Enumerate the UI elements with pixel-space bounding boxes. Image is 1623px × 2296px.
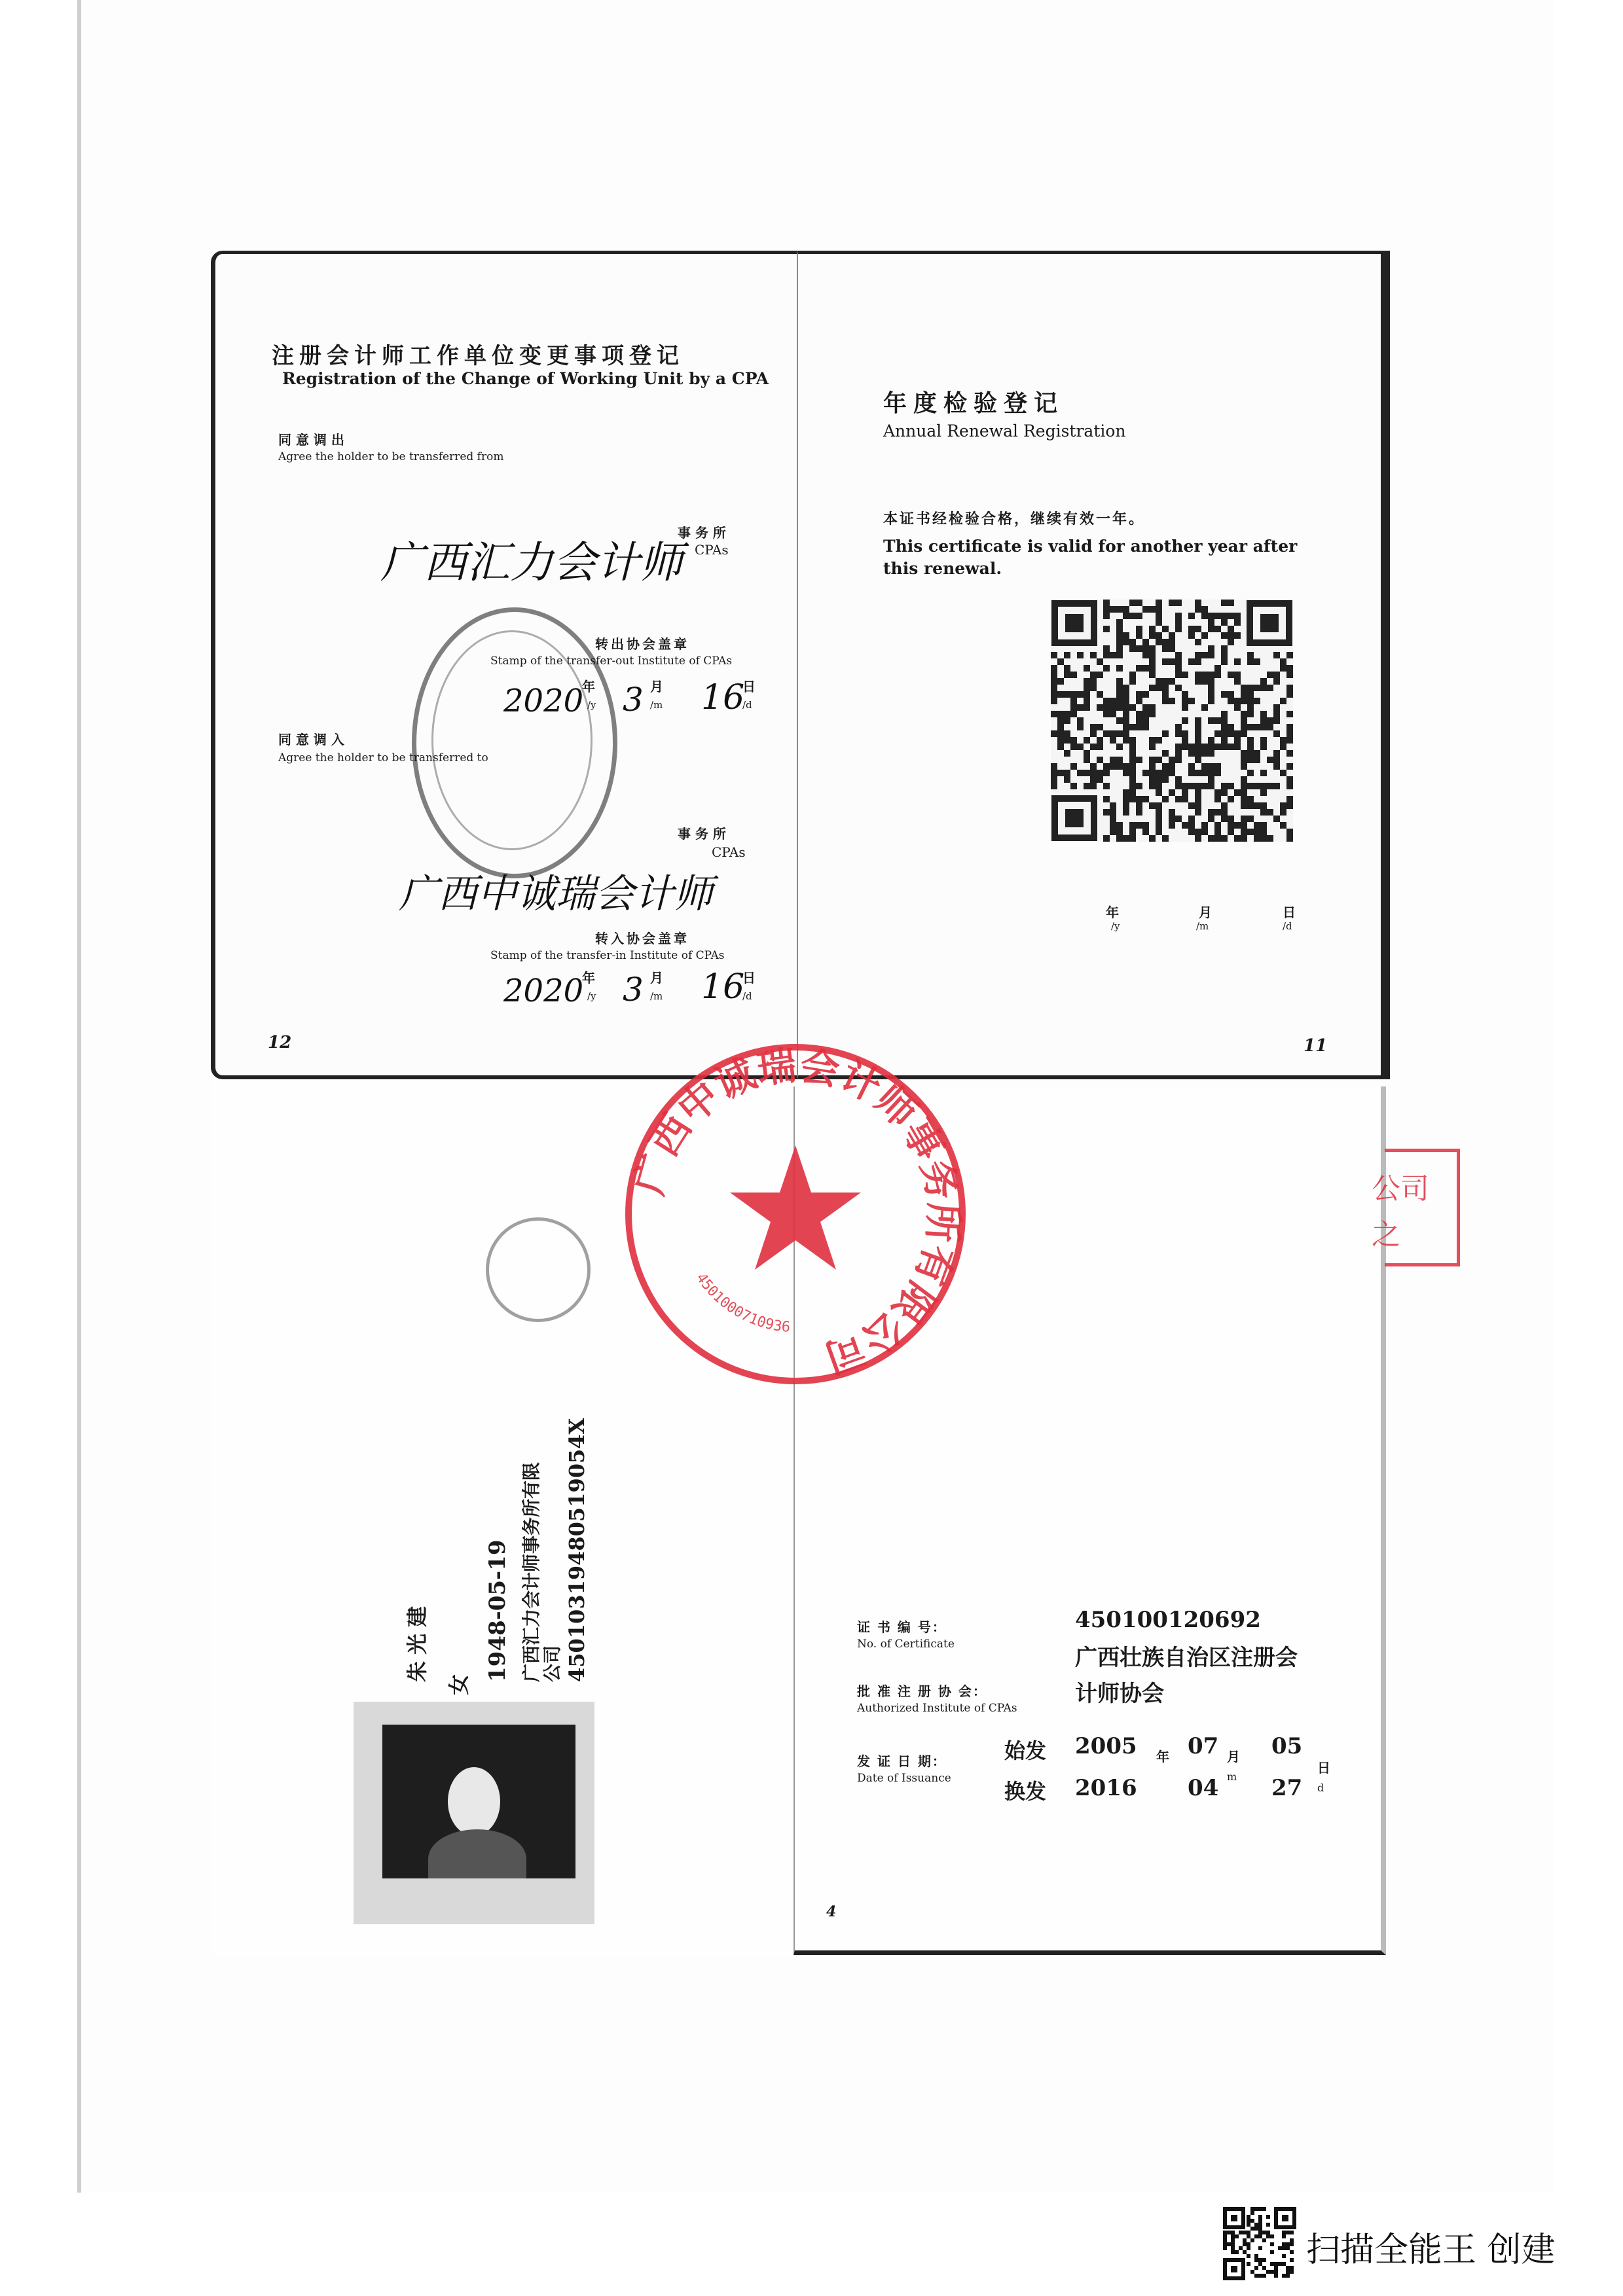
cert-number: 450100120692 [1075, 1607, 1261, 1633]
to-office-cn: 事 务 所 [678, 826, 726, 842]
out-d: /d [742, 699, 752, 711]
out-nian: 年 [582, 679, 595, 694]
institute-line1: 广西壮族自治区注册会 [1075, 1645, 1298, 1671]
photo-face [448, 1767, 500, 1836]
agree-out-label-cn: 同 意 调 出 [278, 432, 344, 448]
page-number: 12 [268, 1033, 292, 1052]
renewal-y: /y [1111, 920, 1120, 932]
inst-label-en: Authorized Institute of CPAs [857, 1702, 1017, 1715]
first-nian: 年 [1156, 1749, 1169, 1765]
in-nian: 年 [582, 970, 595, 986]
renewal-title-cn: 年度检验登记 [883, 390, 1065, 417]
page-number: 4 [826, 1903, 837, 1920]
to-firm-handwriting: 广西中诚瑞会计师 [399, 871, 713, 917]
renew-issue-year: 2016 [1075, 1775, 1137, 1801]
seal-ring-text: 广西中诚瑞会计师事务所有限公司 [626, 1043, 967, 1382]
scanner-app-label: 扫描全能王 创建 [1306, 2231, 1556, 2270]
in-yue: 月 [650, 970, 663, 986]
cert-no-label-en: No. of Certificate [857, 1638, 955, 1651]
out-stamp-label-cn: 转出协会盖章 [595, 636, 689, 652]
seal-code-text: 4501000710936 [692, 1270, 791, 1336]
transfer-title-en: Registration of the Change of Working Unit by a CPA [282, 369, 769, 388]
out-stamp-label-en: Stamp of the transfer-out Institute of CPAs [490, 655, 733, 668]
renew-issue-month: 04 [1188, 1775, 1219, 1801]
holder-dob: 1948-05-19 [484, 1539, 511, 1682]
in-ri: 日 [742, 970, 756, 986]
annual-renewal-page [797, 251, 1390, 1079]
from-office-cn: 事 务 所 [678, 525, 726, 541]
valid-statement-cn: 本证书经检验合格，继续有效一年。 [883, 511, 1146, 528]
seal-star-icon [730, 1145, 861, 1270]
out-month: 3 [623, 681, 644, 719]
in-stamp-label-cn: 转入协会盖章 [595, 931, 689, 946]
out-ri: 日 [742, 679, 756, 694]
first-yue: 月 [1227, 1749, 1240, 1765]
renewal-yue: 月 [1199, 905, 1212, 920]
date-label-en: Date of Issuance [857, 1772, 951, 1785]
qr-code [1051, 600, 1293, 842]
renew-m: m [1227, 1770, 1237, 1783]
from-office-en: CPAs [695, 542, 729, 558]
cert-no-label-cn: 证 书 编 号： [857, 1619, 947, 1635]
grey-small-stamp [486, 1217, 591, 1322]
in-day: 16 [701, 967, 745, 1007]
out-year: 2020 [503, 683, 584, 719]
side-stamp-line1: 公司 [1372, 1172, 1429, 1206]
renew-issue-day: 27 [1271, 1775, 1303, 1801]
holder-unit-line1: 广西汇力会计师事务所有限 [520, 1462, 542, 1682]
first-issue-month: 07 [1188, 1733, 1219, 1759]
renew-d: d [1317, 1782, 1324, 1794]
inst-label-cn: 批 准 注 册 协 会： [857, 1683, 987, 1699]
holder-name: 朱光建 [405, 1599, 429, 1682]
in-y: /y [587, 990, 596, 1002]
holder-unit-line2: 公司 [541, 1645, 563, 1682]
agree-in-label-en: Agree the holder to be transferred to [278, 751, 488, 764]
out-m: /m [650, 699, 663, 711]
valid-statement-en-1: This certificate is valid for another year after [883, 537, 1298, 556]
scanner-qr-icon [1223, 2207, 1296, 2280]
transfer-title-cn: 注册会计师工作单位变更事项登记 [272, 343, 684, 369]
institute-line2: 计师协会 [1075, 1681, 1164, 1707]
renewal-title-en: Annual Renewal Registration [883, 422, 1126, 440]
renewal-ri: 日 [1283, 905, 1296, 920]
first-issue-label: 始发 [1004, 1738, 1047, 1763]
first-issue-year: 2005 [1075, 1733, 1137, 1759]
first-ri: 日 [1317, 1760, 1330, 1776]
valid-statement-en-2: this renewal. [883, 559, 1002, 578]
side-red-stamp [1372, 1149, 1460, 1266]
date-label-cn: 发 证 日 期： [857, 1753, 947, 1769]
renewal-m: /m [1196, 920, 1209, 932]
first-issue-day: 05 [1271, 1733, 1303, 1759]
agree-out-label-en: Agree the holder to be transferred from [278, 450, 504, 463]
out-day: 16 [701, 678, 745, 717]
out-yue: 月 [650, 679, 663, 694]
holder-id-number: 45010319480519054X [564, 1418, 589, 1682]
in-stamp-label-en: Stamp of the transfer-in Institute of CPAs [490, 949, 725, 962]
in-d: /d [742, 990, 752, 1002]
out-y: /y [587, 699, 596, 711]
transfer-registration-page [211, 251, 801, 1079]
agree-in-label-cn: 同 意 调 入 [278, 732, 344, 747]
side-stamp-line2: 之 [1372, 1218, 1400, 1251]
from-firm-handwriting: 广西汇力会计师 [380, 537, 683, 588]
in-year: 2020 [503, 973, 584, 1009]
holder-sex: 女 [447, 1674, 471, 1695]
to-office-en: CPAs [712, 844, 746, 860]
photo-shoulders [428, 1829, 526, 1878]
renewal-nian: 年 [1106, 905, 1119, 920]
holder-photo [382, 1725, 575, 1878]
page-number: 11 [1304, 1036, 1328, 1056]
company-red-seal [612, 1031, 979, 1397]
in-m: /m [650, 990, 663, 1002]
renewal-d: /d [1283, 920, 1292, 932]
in-month: 3 [623, 971, 644, 1009]
renew-issue-label: 换发 [1004, 1779, 1047, 1804]
